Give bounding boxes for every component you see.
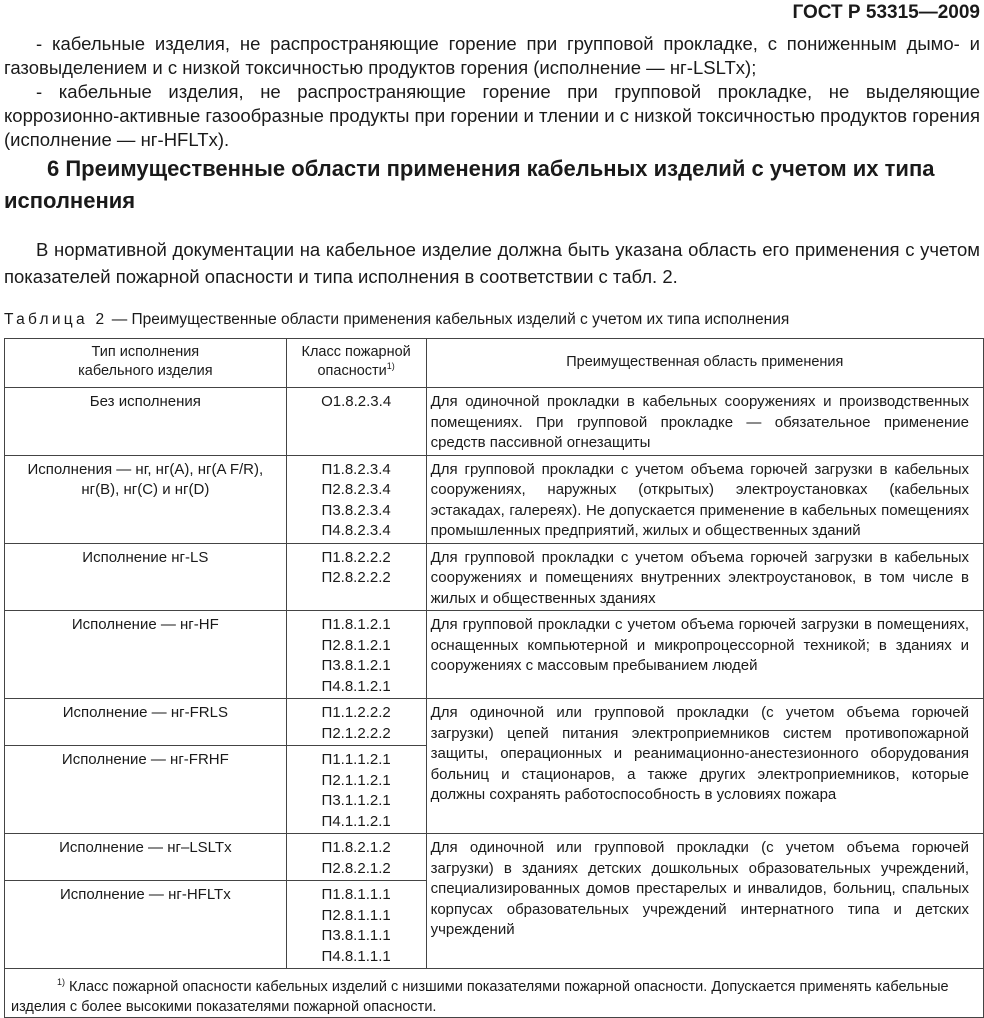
- paragraph-text: - кабельные изделия, не распространяющие горение при групповой прокладке, не выделяющие коррозионно-активные газообразные продукты при горении и тлении и с низкой токсичностью продуктов горения (исполнение — нг-HFLTx).: [4, 81, 980, 150]
- paragraph-text: В нормативной документации на кабельное изделие должна быть указана область его применения с учетом показателей пожарной опасности и типа исполнения в соответствии с табл. 2.: [4, 239, 980, 287]
- cell-type: Исполнение — нг-HFLTx: [5, 881, 287, 969]
- cell-area: Для одиночной или групповой прокладки (с учетом объема горючей загрузки) цепей питания электроприемников систем противопожарной защиты, операционных и реанимационно-анестезионного оборудования больниц и стационаров, а также других электроприемников, которые должны сохранять работоспособность в условиях пожара: [426, 699, 983, 834]
- cell-class: П1.1.1.2.1 П2.1.1.2.1 П3.1.1.2.1 П4.1.1.2.1: [286, 746, 426, 834]
- table-row: [5, 455, 984, 543]
- list-item-hfltx: [4, 80, 980, 152]
- table-caption-label: Таблица 2: [4, 311, 108, 328]
- cell-area: Для одиночной прокладки в кабельных сооружениях и производственных помещениях. При групповой прокладке — обязательное применение средств пассивной огнезащиты: [426, 388, 983, 456]
- header-type: Тип исполнения кабельного изделия: [5, 339, 287, 388]
- body-paragraph: [4, 236, 980, 290]
- table-row: [5, 611, 984, 699]
- cell-class: П1.8.1.2.1 П2.8.1.2.1 П3.8.1.2.1 П4.8.1.2.1: [286, 611, 426, 699]
- cell-type: Исполнение — нг–LSLTx: [5, 834, 287, 881]
- cell-type: Без исполнения: [5, 388, 287, 456]
- footnote-mark: 1): [57, 977, 66, 988]
- table-caption-text: — Преимущественные области применения кабельных изделий с учетом их типа исполнения: [111, 311, 790, 328]
- header-area: Преимущественная область применения: [426, 339, 983, 388]
- footnote-text: Класс пожарной опасности кабельных изделий с низшими показателями пожарной опасности. Допускается применять кабельные изделия с более высокими показателями пожарной опасности.: [11, 979, 949, 1015]
- cell-class: П1.8.2.2.2 П2.8.2.2.2: [286, 543, 426, 611]
- table-caption: [4, 311, 789, 329]
- cell-type: Исполнения — нг, нг(A), нг(A F/R), нг(B), нг(C) и нг(D): [5, 455, 287, 543]
- document-code: ГОСТ Р 53315—2009: [792, 2, 980, 23]
- table-row: [5, 543, 984, 611]
- section-heading: [4, 153, 980, 217]
- footnote-ref: 1): [386, 361, 395, 372]
- cell-area: Для групповой прокладки с учетом объема горючей загрузки в помещениях, оснащенных компьютерной и микропроцессорной техникой; в зданиях и сооружениях с массовым пребыванием людей: [426, 611, 983, 699]
- cell-class: П1.8.1.1.1 П2.8.1.1.1 П3.8.1.1.1 П4.8.1.1.1: [286, 881, 426, 969]
- header-class: Класс пожарной опасности$^{1)}$: [286, 339, 426, 388]
- cell-type: Исполнение — нг-FRHF: [5, 746, 287, 834]
- cell-area: Для групповой прокладки с учетом объема горючей загрузки в кабельных сооружениях, наружных (открытых) электроустановках (кабельных эстакадах, галереях). Не допускается применение в кабельных помещениях промышленных предприятий, жилых и общественных зданий: [426, 455, 983, 543]
- cell-class: П1.8.2.3.4 П2.8.2.3.4 П3.8.2.3.4 П4.8.2.3.4: [286, 455, 426, 543]
- table-header-row: [5, 339, 984, 388]
- cell-class: П1.8.2.1.2 П2.8.2.1.2: [286, 834, 426, 881]
- section-title: 6 Преимущественные области применения кабельных изделий с учетом их типа исполнения: [4, 156, 935, 213]
- cell-class: О1.8.2.3.4: [286, 388, 426, 456]
- cell-type: Исполнение — нг-FRLS: [5, 699, 287, 746]
- applications-table: [4, 338, 984, 1018]
- cell-type: Исполнение нг-LS: [5, 543, 287, 611]
- table-row: [5, 834, 984, 881]
- footnote: [5, 969, 984, 1018]
- cell-type: Исполнение — нг-HF: [5, 611, 287, 699]
- cell-class: П1.1.2.2.2 П2.1.2.2.2: [286, 699, 426, 746]
- table-row: [5, 388, 984, 456]
- footnote-row: [5, 969, 984, 1018]
- cell-area: Для одиночной или групповой прокладки (с учетом объема горючей загрузки) в зданиях детских дошкольных образовательных учреждений, специализированных домов престарелых и инвалидов, больниц, спальных корпусах образовательных учреждений интернатного типа и детских учреждений: [426, 834, 983, 969]
- cell-area: Для групповой прокладки с учетом объема горючей загрузки в кабельных сооружениях и помещениях внутренних электроустановок, в том числе в жилых и общественных зданиях: [426, 543, 983, 611]
- list-item-lsltx: [4, 32, 980, 80]
- table-row: [5, 699, 984, 746]
- paragraph-text: - кабельные изделия, не распространяющие горение при групповой прокладке, с пониженным дымо- и газовыделением и с низкой токсичностью продуктов горения (исполнение — нг-LSLTx);: [4, 33, 980, 78]
